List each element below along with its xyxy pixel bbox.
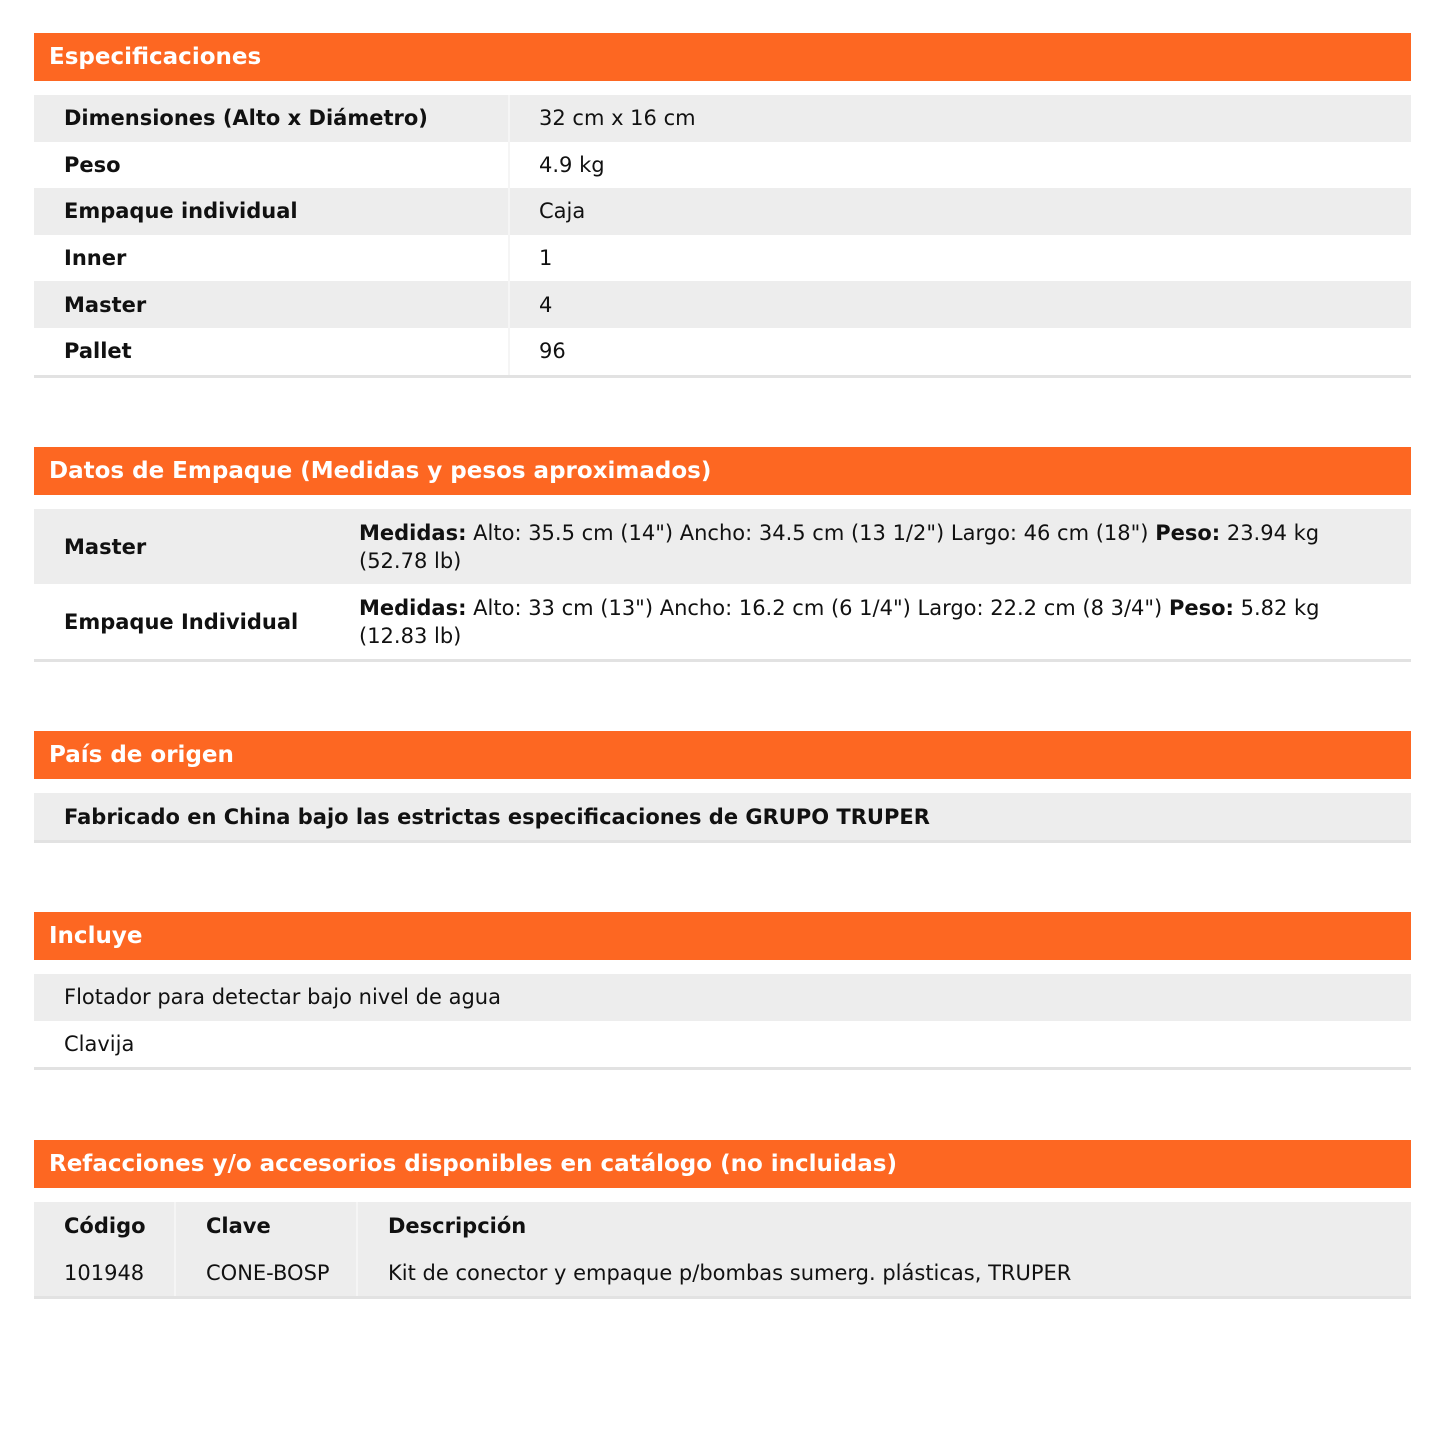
packing-label: Master <box>64 534 147 559</box>
col-header-descripcion: Descripción <box>388 1213 527 1238</box>
peso-text: 5.82 kg (12.83 lb) <box>359 595 1320 648</box>
spec-label: Pallet <box>34 328 510 375</box>
table-row <box>34 793 1411 840</box>
spec-value: Caja <box>539 199 586 224</box>
section-incluye <box>34 912 1411 1070</box>
table-row <box>34 509 1411 584</box>
spec-label: Master <box>34 281 510 328</box>
table-header-row <box>34 1202 1411 1249</box>
section-especificaciones <box>34 33 1411 378</box>
medidas-label: Medidas: <box>359 520 467 545</box>
include-item: Clavija <box>64 1031 135 1056</box>
specs-table <box>34 95 1411 378</box>
section-header: Incluye <box>34 912 1411 960</box>
origin-table <box>34 793 1411 843</box>
list-item <box>34 974 1411 1021</box>
table-row <box>34 328 1411 375</box>
section-pais-origen <box>34 731 1411 843</box>
section-header: País de origen <box>34 731 1411 779</box>
table-row <box>34 235 1411 282</box>
section-header: Datos de Empaque (Medidas y pesos aproximados) <box>34 447 1411 495</box>
spec-value: 96 <box>539 339 566 364</box>
packing-table <box>34 509 1411 662</box>
table-row <box>34 281 1411 328</box>
peso-label: Peso: <box>1168 595 1234 620</box>
list-item <box>34 1021 1411 1068</box>
spec-value: 1 <box>539 246 553 271</box>
table-row <box>34 95 1411 142</box>
table-row <box>34 584 1411 659</box>
peso-label: Peso: <box>1155 520 1221 545</box>
section-header: Refacciones y/o accesorios disponibles en catálogo (no incluidas) <box>34 1140 1411 1188</box>
part-codigo: 101948 <box>64 1260 145 1285</box>
parts-table <box>34 1202 1411 1299</box>
packing-value <box>359 519 1411 575</box>
col-header-codigo: Código <box>64 1213 146 1238</box>
include-item: Flotador para detectar bajo nivel de agua <box>64 985 501 1010</box>
spec-label: Dimensiones (Alto x Diámetro) <box>34 95 510 142</box>
table-row <box>34 142 1411 189</box>
peso-text: 23.94 kg (52.78 lb) <box>359 520 1320 573</box>
packing-value <box>359 594 1411 650</box>
table-row <box>34 1249 1411 1296</box>
spec-label: Empaque individual <box>34 188 510 235</box>
includes-table <box>34 974 1411 1070</box>
spec-label: Peso <box>34 142 510 189</box>
spec-value: 4 <box>539 292 553 317</box>
table-row <box>34 188 1411 235</box>
part-descripcion: Kit de conector y empaque p/bombas sumerg. plásticas, TRUPER <box>388 1260 1072 1285</box>
medidas-text: Alto: 33 cm (13") Ancho: 16.2 cm (6 1/4") Largo: 22.2 cm (8 3/4") <box>466 595 1169 620</box>
section-refacciones <box>34 1140 1411 1299</box>
medidas-text: Alto: 35.5 cm (14") Ancho: 34.5 cm (13 1/2") Largo: 46 cm (18") <box>466 520 1156 545</box>
section-datos-empaque <box>34 447 1411 662</box>
packing-label: Empaque Individual <box>64 609 299 634</box>
section-header: Especificaciones <box>34 33 1411 81</box>
medidas-label: Medidas: <box>359 595 467 620</box>
spec-label: Inner <box>34 235 510 282</box>
part-clave: CONE-BOSP <box>174 1249 358 1296</box>
spec-value: 4.9 kg <box>539 152 605 177</box>
col-header-clave: Clave <box>174 1202 358 1249</box>
spec-value: 32 cm x 16 cm <box>539 106 696 131</box>
origin-text: Fabricado en China bajo las estrictas especificaciones de GRUPO TRUPER <box>64 804 930 829</box>
